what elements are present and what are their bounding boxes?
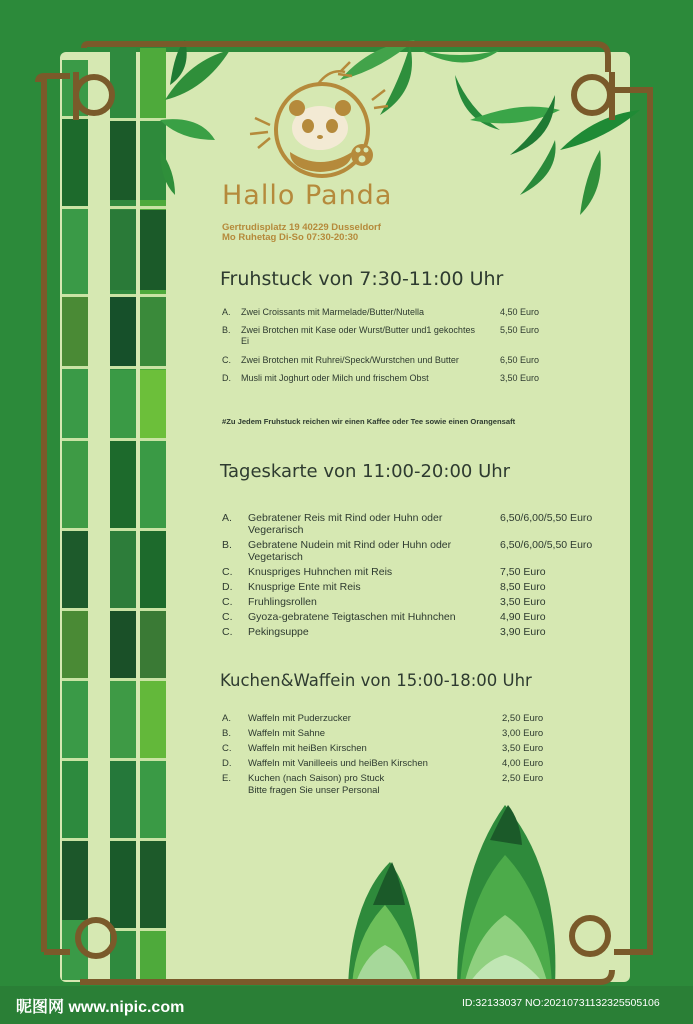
menu-item [222, 325, 622, 347]
menu-item [222, 566, 622, 578]
daily-menu-heading: Tageskarte von 11:00-20:00 Uhr [220, 461, 511, 482]
item-letter: C. [222, 566, 233, 578]
item-name: Waffeln mit Puderzucker [248, 713, 351, 724]
cake-waffle-list [222, 713, 622, 800]
item-name: Fruhlingsrollen [248, 596, 317, 608]
item-name: Pekingsuppe [248, 626, 309, 638]
item-name: Zwei Croissants mit Marmelade/Butter/Nutella [241, 307, 425, 317]
item-name: Zwei Brotchen mit Ruhrei/Speck/Wurstchen und Butter [241, 355, 459, 365]
item-name: Musli mit Joghurt oder Milch und frischem Obst [241, 373, 429, 383]
item-name: Waffeln mit Vanilleeis und heiBen Kirschen [248, 758, 428, 769]
menu-note [222, 785, 622, 796]
opening-hours: Mo Ruhetag Di-So 07:30-20:30 [222, 232, 359, 243]
cake-note: Bitte fragen Sie unser Personal [248, 785, 380, 796]
item-name: Waffeln mit heiBen Kirschen [248, 743, 367, 754]
menu-item [222, 596, 622, 608]
item-letter: A. [222, 713, 231, 724]
item-letter: D. [222, 581, 233, 593]
item-price: 7,50 Euro [500, 566, 546, 578]
menu-item [222, 581, 622, 593]
watermark-id: ID:32133037 NO:20210731132325505106 [462, 997, 660, 1009]
item-price: 4,50 Euro [500, 307, 540, 317]
menu-item [222, 307, 622, 318]
item-letter: B. [222, 325, 231, 335]
breakfast-note: #Zu Jedem Fruhstuck reichen wir einen Kaffee oder Tee sowie einen Orangensaft [222, 417, 516, 426]
note-indent [222, 785, 248, 796]
item-name: Gebratener Reis mit Rind oder Huhn oder Vegerarisch [248, 512, 443, 536]
item-price: 4,90 Euro [500, 611, 546, 623]
item-price: 3,90 Euro [500, 626, 546, 638]
item-price: 3,50 Euro [500, 373, 540, 383]
watermark-site: 昵图网 www.nipic.com [16, 999, 185, 1016]
restaurant-logo-name: Hallo Panda [222, 180, 393, 211]
menu-item [222, 539, 622, 563]
panda-logo-icon [250, 62, 388, 176]
menu-item [222, 355, 622, 366]
item-letter: C. [222, 626, 233, 638]
item-name: Waffeln mit Sahne [248, 728, 326, 739]
breakfast-list [222, 307, 622, 391]
menu-item [222, 713, 622, 724]
item-letter: C. [222, 611, 233, 623]
bamboo-shoots [348, 805, 555, 985]
item-letter: A. [222, 307, 231, 317]
item-name: Gyoza-gebratene Teigtaschen mit Huhnchen [248, 611, 456, 623]
item-price: 4,00 Euro [502, 758, 544, 769]
menu-item [222, 728, 622, 739]
menu-item [222, 611, 622, 623]
item-price: 3,00 Euro [502, 728, 544, 739]
item-letter: C. [222, 596, 233, 608]
item-name: Gebratene Nudein mit Rind oder Huhn oder Vegetarisch [248, 539, 452, 563]
cake-waffle-heading: Kuchen&Waffein von 15:00-18:00 Uhr [220, 671, 532, 690]
restaurant-address: Gertrudisplatz 19 40229 Dusseldorf [222, 222, 381, 233]
item-price: 5,50 Euro [500, 325, 540, 335]
item-price: 6,50/6,00/5,50 Euro [500, 512, 593, 524]
menu-item [222, 373, 622, 384]
item-letter: B. [222, 539, 232, 551]
item-price: 6,50/6,00/5,50 Euro [500, 539, 593, 551]
daily-menu-list [222, 512, 622, 641]
item-letter: C. [222, 743, 232, 754]
bamboo-stalks-left [62, 48, 166, 983]
item-price: 2,50 Euro [502, 713, 544, 724]
menu-item [222, 626, 622, 638]
item-letter: C. [222, 355, 231, 365]
item-letter: D. [222, 373, 231, 383]
item-name: Zwei Brotchen mit Kase oder Wurst/Butter und1 gekochtes Ei [241, 325, 475, 346]
item-letter: D. [222, 758, 232, 769]
menu-item [222, 512, 622, 536]
menu-item [222, 773, 622, 784]
item-letter: A. [222, 512, 232, 524]
item-name: Knusprige Ente mit Reis [248, 581, 361, 593]
breakfast-heading: Fruhstuck von 7:30-11:00 Uhr [220, 268, 504, 290]
item-price: 6,50 Euro [500, 355, 540, 365]
item-letter: E. [222, 773, 231, 784]
item-name: Kuchen (nach Saison) pro Stuck [248, 773, 385, 784]
item-letter: B. [222, 728, 231, 739]
item-price: 3,50 Euro [502, 743, 544, 754]
item-price: 8,50 Euro [500, 581, 546, 593]
menu-item [222, 758, 622, 769]
menu-item [222, 743, 622, 754]
item-price: 2,50 Euro [502, 773, 544, 784]
item-name: Knuspriges Huhnchen mit Reis [248, 566, 393, 578]
item-price: 3,50 Euro [500, 596, 546, 608]
